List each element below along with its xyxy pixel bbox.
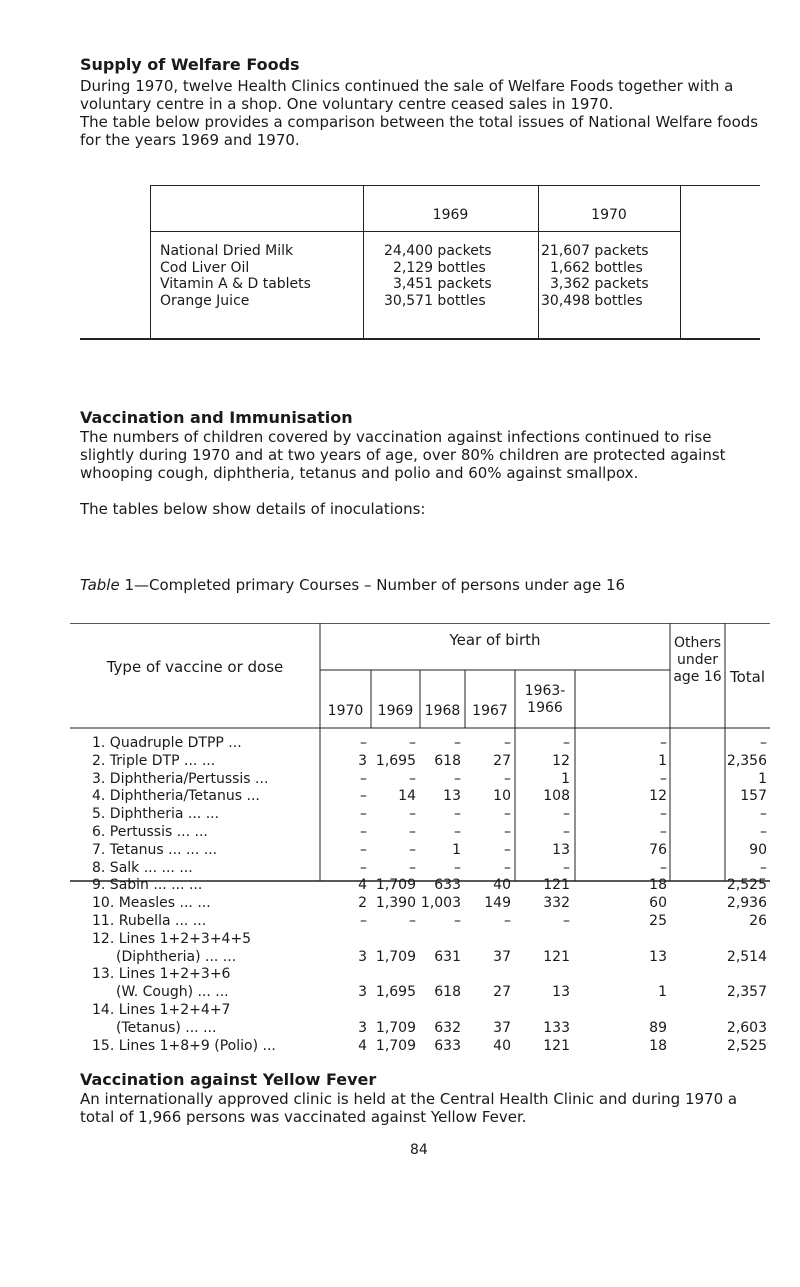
table-cell: 121: [543, 948, 570, 965]
table-cell: –: [454, 770, 461, 787]
welfare-foods-table: [80, 185, 760, 340]
table-cell: –: [360, 913, 367, 929]
table-cell: 1: [561, 770, 570, 787]
row-label: (W. Cough) ... ...: [116, 984, 229, 1001]
table-cell: 3: [358, 1019, 367, 1036]
table-cell: 12: [552, 752, 570, 769]
section-heading: Vaccination against Yellow Fever: [80, 1070, 377, 1089]
row-label: 1. Quadruple DTPP ...: [92, 735, 242, 751]
column-header-1970: 1970: [591, 207, 627, 223]
table-cell: –: [409, 735, 416, 751]
table-cell: 25: [649, 913, 667, 929]
table-cell: 2,936: [726, 895, 767, 912]
caption-text: 1—Completed primary Courses – Number of persons under age 16: [119, 576, 626, 594]
table-cell: 26: [749, 913, 767, 929]
table-row: [70, 788, 770, 806]
table-cell: –: [504, 913, 511, 929]
table-cell: 3: [358, 948, 367, 965]
table-cell: 2: [358, 895, 367, 912]
table-cell: –: [409, 806, 416, 823]
table-cell: –: [360, 770, 367, 787]
welfare-foods-section: [80, 55, 760, 149]
table-cell: –: [504, 824, 511, 840]
table-cell: 108: [543, 788, 570, 805]
year-header: 1963-1966: [524, 683, 566, 716]
value-cell: 24,400 packets: [384, 243, 492, 259]
table-cell: 13: [649, 948, 667, 965]
table-rule: [150, 231, 680, 232]
table-cell: 37: [493, 1019, 511, 1036]
table-cell: –: [409, 770, 416, 787]
row-label: 3. Diphtheria/Pertussis ...: [92, 770, 269, 787]
table-cell: 1,709: [375, 1037, 416, 1054]
table-cell: 4: [358, 877, 367, 894]
section-heading: Supply of Welfare Foods: [80, 55, 300, 74]
value-cell: 21,607 packets: [541, 243, 649, 259]
row-label: 9. Sabin ... ... ...: [92, 877, 203, 894]
table-cell: 40: [493, 1037, 511, 1054]
table-cell: –: [504, 841, 511, 858]
table-cell: –: [360, 859, 367, 876]
table-cell: –: [409, 824, 416, 840]
table-rule: [80, 338, 760, 340]
table-cell: 10: [493, 788, 511, 805]
row-label: 12. Lines 1+2+3+4+5: [92, 930, 252, 947]
table-cell: 40: [493, 877, 511, 894]
paragraph: An internationally approved clinic is held at the Central Health Clinic and during 1970 a total of 1,966 persons was vaccinated against Yellow Fever.: [80, 1090, 738, 1126]
inoculation-table: [70, 623, 770, 1054]
table-rule: [150, 185, 760, 186]
header-others: Others under age 16: [673, 635, 722, 685]
value-cell: 2,129 bottles: [393, 259, 486, 276]
table-cell: –: [360, 735, 367, 751]
row-label: (Tetanus) ... ...: [116, 1019, 217, 1036]
paragraph: The table below provides a comparison between the total issues of National Welfare foods for the years 1969 and 1970.: [80, 113, 759, 149]
yellow-fever-section: [80, 1070, 760, 1126]
value-cell: 1,662 bottles: [550, 259, 643, 276]
table-cell: 1,709: [375, 948, 416, 965]
table-cell: 1: [758, 770, 767, 787]
table-cell: 18: [649, 1037, 667, 1054]
paragraph: The numbers of children covered by vaccination against infections continued to rise slightly during 1970 and at two years of age, over 80% children are protected against whooping cough, diphtheria, tetanus and polio and 60% against smallpox.: [80, 428, 726, 482]
header-year-of-birth: Year of birth: [449, 631, 541, 649]
value-cell: 30,498 bottles: [541, 292, 643, 309]
table-cell: –: [454, 806, 461, 823]
table-cell: 618: [434, 752, 461, 769]
table-cell: –: [660, 735, 667, 751]
table-cell: 157: [740, 788, 767, 805]
row-label: (Diphtheria) ... ...: [116, 948, 237, 965]
row-label: 14. Lines 1+2+4+7: [92, 1002, 231, 1018]
table-cell: –: [563, 806, 570, 823]
row-label: 6. Pertussis ... ...: [92, 824, 208, 840]
table-cell: –: [660, 824, 667, 840]
table-cell: 1,003: [420, 895, 461, 912]
vaccination-section: [80, 408, 760, 518]
table-cell: 1: [658, 984, 667, 1001]
table-cell: 332: [543, 895, 570, 912]
table-row: [70, 895, 770, 913]
table-cell: 60: [649, 895, 667, 912]
table-cell: 618: [434, 984, 461, 1001]
table-cell: 631: [434, 948, 461, 965]
table-cell: –: [504, 859, 511, 876]
table-cell: 89: [649, 1019, 667, 1036]
table-cell: 2,514: [726, 948, 767, 965]
year-header: 1970: [327, 703, 364, 719]
table-cell: 3: [358, 752, 367, 769]
table-cell: –: [760, 735, 767, 751]
table-cell: –: [409, 841, 416, 858]
table-cell: 133: [543, 1019, 570, 1036]
table-cell: –: [660, 770, 667, 787]
table-cell: –: [563, 824, 570, 840]
row-label: 11. Rubella ... ...: [92, 913, 207, 929]
table-row: [70, 860, 770, 878]
value-cell: 3,362 packets: [550, 276, 649, 292]
item-label: Orange Juice: [160, 292, 250, 309]
table-row: [70, 877, 770, 895]
table-cell: –: [563, 735, 570, 751]
row-label: 7. Tetanus ... ... ...: [92, 841, 218, 858]
table-cell: –: [504, 735, 511, 751]
column-header-1969: 1969: [432, 207, 469, 223]
table-cell: –: [360, 788, 367, 805]
table-row: [70, 966, 770, 984]
table-divider: [680, 185, 681, 338]
table-cell: –: [563, 913, 570, 929]
row-label: 15. Lines 1+8+9 (Polio) ...: [92, 1037, 276, 1054]
table-cell: 27: [493, 984, 511, 1001]
table-cell: 2,356: [726, 752, 767, 769]
table-cell: 633: [434, 1037, 461, 1054]
table-cell: 1,695: [375, 752, 416, 769]
value-cell: 30,571 bottles: [384, 292, 486, 309]
table-cell: 4: [358, 1037, 367, 1054]
table-cell: –: [454, 824, 461, 840]
header-type-of-vaccine: Type of vaccine or dose: [106, 658, 284, 676]
table-row: [70, 984, 770, 1002]
table-cell: 632: [434, 1019, 461, 1036]
table-cell: 149: [484, 895, 511, 912]
value-cell: 3,451 packets: [393, 276, 492, 292]
table-cell: 2,357: [726, 984, 767, 1001]
table-cell: 1,390: [375, 895, 416, 912]
table-cell: 1: [658, 752, 667, 769]
table-cell: 13: [552, 984, 570, 1001]
table-cell: 13: [443, 788, 461, 805]
table-row: [70, 1002, 770, 1020]
paragraph: The tables below show details of inoculations:: [80, 500, 426, 518]
table-divider: [150, 185, 151, 338]
table-cell: 27: [493, 752, 511, 769]
row-label: 5. Diphtheria ... ...: [92, 806, 220, 823]
table-caption: [80, 576, 760, 594]
table-cell: –: [760, 824, 767, 840]
year-header: 1969: [377, 703, 414, 719]
table-cell: –: [660, 859, 667, 876]
table-cell: 121: [543, 877, 570, 894]
table-cell: 37: [493, 948, 511, 965]
values-1970-column: [541, 243, 649, 309]
table-cell: –: [760, 806, 767, 823]
table-cell: 3: [358, 984, 367, 1001]
item-column: [160, 243, 311, 309]
page-number: 84: [410, 1142, 428, 1158]
table-cell: –: [454, 859, 461, 876]
values-1969-column: [384, 243, 492, 309]
table-row: [70, 931, 770, 949]
table-cell: 90: [749, 841, 767, 858]
table-cell: –: [563, 859, 570, 876]
caption-italic: Table: [80, 576, 120, 594]
table-cell: –: [409, 913, 416, 929]
table-row: [70, 842, 770, 860]
paragraph: During 1970, twelve Health Clinics continued the sale of Welfare Foods together with a voluntary centre in a shop. One voluntary centre ceased sales in 1970.: [80, 77, 734, 113]
table-cell: 2,525: [726, 877, 767, 894]
table-row: [70, 824, 770, 842]
table-cell: –: [360, 824, 367, 840]
table-cell: 76: [649, 841, 667, 858]
table-row: [70, 949, 770, 967]
table-cell: 2,603: [726, 1019, 767, 1036]
row-label: 8. Salk ... ... ...: [92, 859, 193, 876]
row-label: 13. Lines 1+2+3+6: [92, 966, 231, 983]
table-cell: 18: [649, 877, 667, 894]
table-cell: –: [360, 806, 367, 823]
table-row: [70, 1020, 770, 1038]
table-row: [70, 1038, 770, 1056]
item-label: Cod Liver Oil: [160, 259, 250, 276]
table-cell: 633: [434, 877, 461, 894]
table-cell: –: [660, 806, 667, 823]
item-label: Vitamin A & D tablets: [160, 276, 311, 292]
table-cell: –: [504, 770, 511, 787]
table-row: [70, 771, 770, 789]
table-cell: 14: [398, 788, 416, 805]
table-cell: –: [454, 735, 461, 751]
table-cell: 2,525: [726, 1037, 767, 1054]
table-cell: 13: [552, 841, 570, 858]
year-header: 1968: [424, 703, 461, 719]
table-row: [70, 735, 770, 753]
table-row: [70, 753, 770, 771]
table-cell: –: [409, 859, 416, 876]
year-header: 1967: [472, 703, 508, 719]
section-heading: Vaccination and Immunisation: [80, 408, 353, 427]
table-cell: 1,709: [375, 1019, 416, 1036]
table-cell: –: [760, 859, 767, 876]
table-cell: 121: [543, 1037, 570, 1054]
table-cell: –: [454, 913, 461, 929]
table-cell: 12: [649, 788, 667, 805]
row-label: 4. Diphtheria/Tetanus ...: [92, 788, 260, 805]
table-cell: 1: [452, 841, 461, 858]
row-label: 2. Triple DTP ... ...: [92, 752, 216, 769]
table-cell: 1,709: [375, 877, 416, 894]
table-row: [70, 806, 770, 824]
table-row: [70, 913, 770, 931]
table-cell: 1,695: [375, 984, 416, 1001]
table-cell: –: [360, 841, 367, 858]
item-label: National Dried Milk: [160, 243, 294, 259]
table-cell: –: [504, 806, 511, 823]
header-total: Total: [729, 668, 766, 686]
row-label: 10. Measles ... ...: [92, 895, 211, 912]
